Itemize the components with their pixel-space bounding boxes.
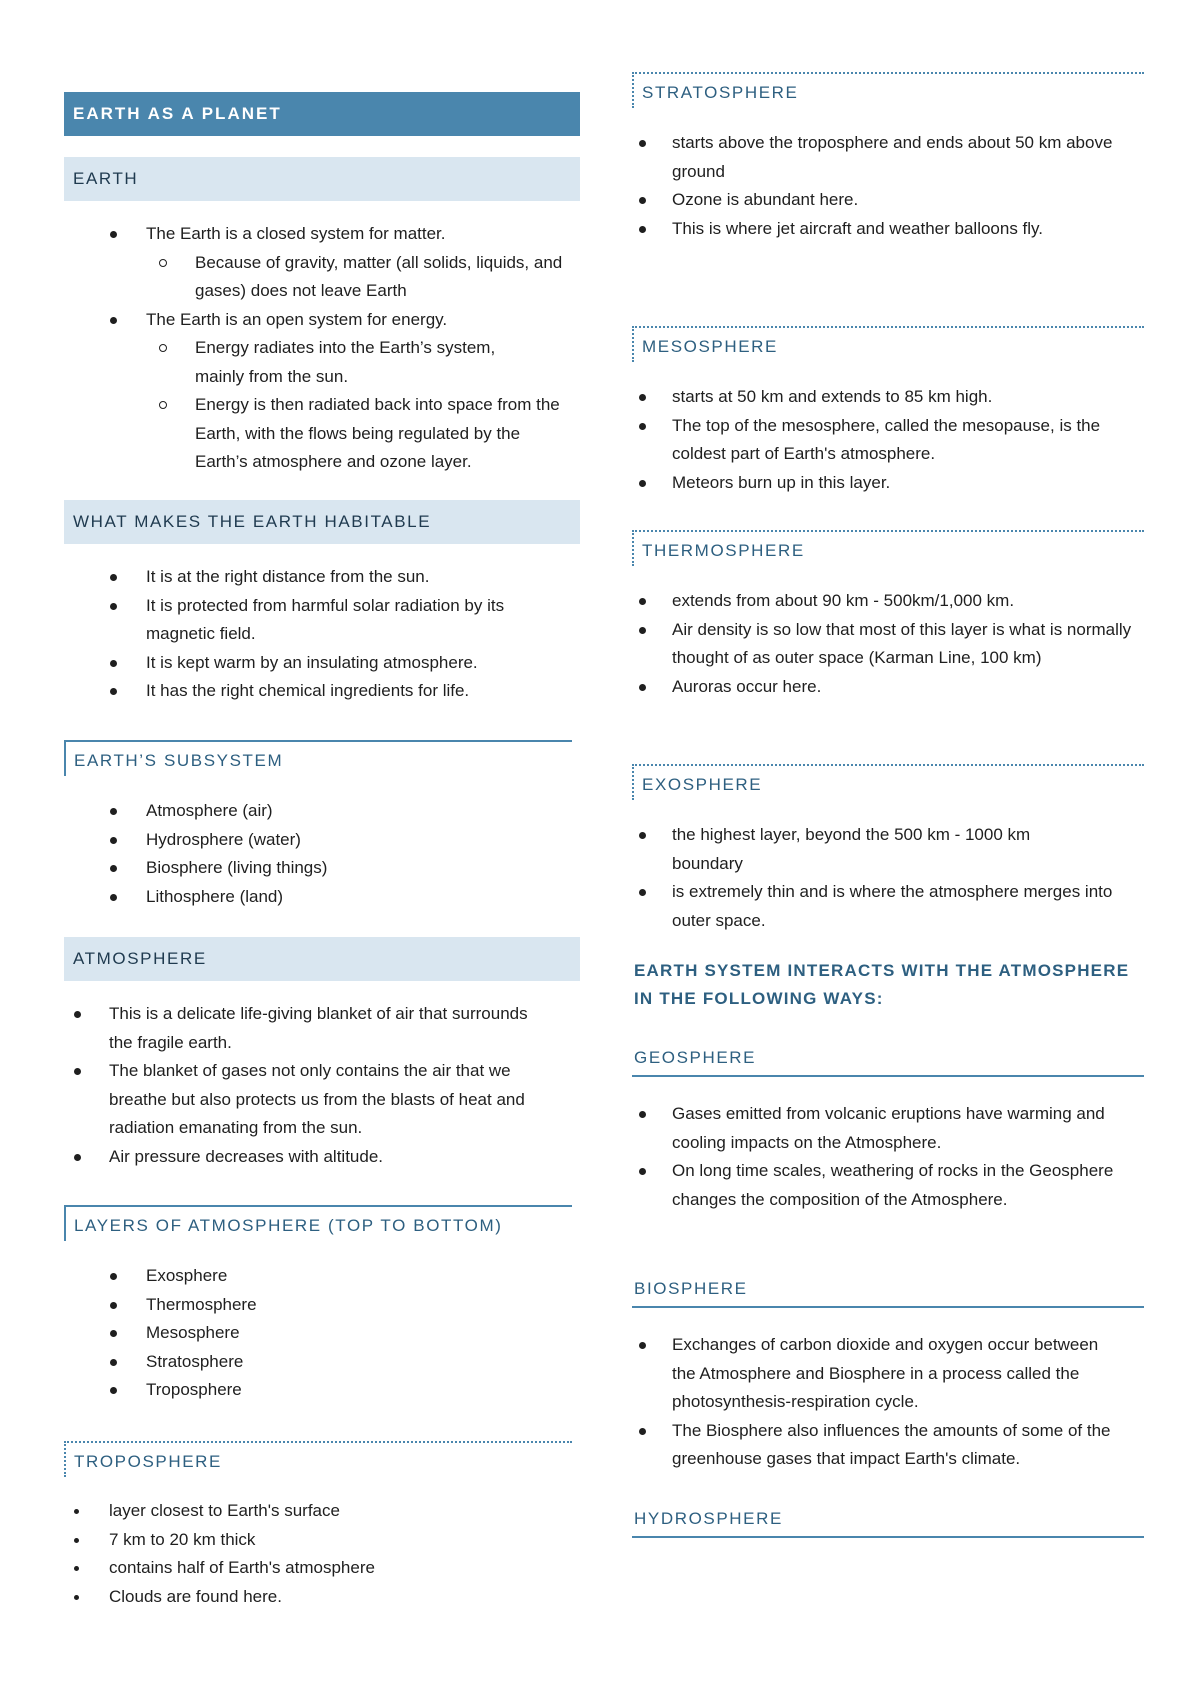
list-item: Air density is so low that most of this layer is what is normally thought of as outer space (Karman Line, 100 km) (632, 616, 1144, 673)
mesosphere-list (632, 383, 1144, 497)
list-item: Energy radiates into the Earth’s system, mainly from the sun. (64, 334, 580, 391)
habitable-list (64, 563, 580, 706)
stratosphere-list (632, 129, 1144, 243)
section-heading-atmosphere: ATMOSPHERE (64, 937, 580, 981)
section-heading-earth: EARTH (64, 157, 580, 201)
list-item: The blanket of gases not only contains the air that we breathe but also protects us from the blasts of heat and radiation emanating from the sun. (64, 1057, 580, 1143)
section-heading-exosphere: EXOSPHERE (632, 764, 1144, 800)
list-item: Mesosphere (64, 1319, 580, 1348)
section-heading-habitable: WHAT MAKES THE EARTH HABITABLE (64, 500, 580, 544)
section-heading-stratosphere: STRATOSPHERE (632, 72, 1144, 108)
section-heading-troposphere: TROPOSPHERE (64, 1441, 572, 1477)
section-heading-mesosphere: MESOSPHERE (632, 326, 1144, 362)
list-item: This is a delicate life-giving blanket of air that surrounds the fragile earth. (64, 1000, 580, 1057)
list-item: Exosphere (64, 1262, 580, 1291)
layers-list (64, 1262, 580, 1405)
atmosphere-list (64, 1000, 580, 1171)
section-heading-subsystem: EARTH’S SUBSYSTEM (64, 740, 572, 776)
list-item: Meteors burn up in this layer. (632, 469, 1144, 498)
list-item: Troposphere (64, 1376, 580, 1405)
list-item: It is kept warm by an insulating atmosphere. (64, 649, 580, 678)
list-item: Energy is then radiated back into space from the Earth, with the flows being regulated by the Earth’s atmosphere and ozone layer. (64, 391, 580, 477)
list-item: It is at the right distance from the sun. (64, 563, 580, 592)
list-item: Because of gravity, matter (all solids, liquids, and gases) does not leave Earth (64, 249, 580, 306)
list-item: starts at 50 km and extends to 85 km high. (632, 383, 1144, 412)
list-item: Lithosphere (land) (64, 883, 580, 912)
section-heading-geosphere: GEOSPHERE (632, 1041, 1144, 1077)
list-item: The top of the mesosphere, called the mesopause, is the coldest part of Earth's atmosphere. (632, 412, 1144, 469)
list-item: Stratosphere (64, 1348, 580, 1377)
section-heading-hydrosphere: HYDROSPHERE (632, 1502, 1144, 1538)
geosphere-list (632, 1100, 1144, 1214)
troposphere-list (64, 1497, 580, 1611)
list-item: Gases emitted from volcanic eruptions have warming and cooling impacts on the Atmosphere. (632, 1100, 1144, 1157)
list-item: Ozone is abundant here. (632, 186, 1144, 215)
list-item: Biosphere (living things) (64, 854, 580, 883)
list-item: Thermosphere (64, 1291, 580, 1320)
list-item: 7 km to 20 km thick (64, 1526, 580, 1555)
list-item: Atmosphere (air) (64, 797, 580, 826)
section-heading-layers: LAYERS OF ATMOSPHERE (TOP TO BOTTOM) (64, 1205, 572, 1241)
biosphere-list (632, 1331, 1144, 1474)
list-item: It is protected from harmful solar radiation by its magnetic field. (64, 592, 580, 649)
interacts-heading: EARTH SYSTEM INTERACTS WITH THE ATMOSPHERE IN THE FOLLOWING WAYS: (634, 961, 1130, 1008)
list-item: The Biosphere also influences the amounts of some of the greenhouse gases that impact Earth's climate. (632, 1417, 1144, 1474)
list-item: Air pressure decreases with altitude. (64, 1143, 580, 1172)
list-item: Clouds are found here. (64, 1583, 580, 1612)
list-item: This is where jet aircraft and weather balloons fly. (632, 215, 1144, 244)
list-item: It has the right chemical ingredients for life. (64, 677, 580, 706)
list-item: is extremely thin and is where the atmosphere merges into outer space. (632, 878, 1144, 935)
subsystem-list (64, 797, 580, 911)
section-heading-thermosphere: THERMOSPHERE (632, 530, 1144, 566)
list-item: starts above the troposphere and ends about 50 km above ground (632, 129, 1144, 186)
list-item: layer closest to Earth's surface (64, 1497, 580, 1526)
list-item: Auroras occur here. (632, 673, 1144, 702)
list-item: the highest layer, beyond the 500 km - 1000 km boundary (632, 821, 1144, 878)
list-item: Hydrosphere (water) (64, 826, 580, 855)
list-item: contains half of Earth's atmosphere (64, 1554, 580, 1583)
list-item: The Earth is a closed system for matter. (64, 220, 580, 249)
earth-list (64, 220, 580, 477)
list-item: extends from about 90 km - 500km/1,000 km. (632, 587, 1144, 616)
exosphere-list (632, 821, 1144, 935)
list-item: The Earth is an open system for energy. (64, 306, 580, 335)
thermosphere-list (632, 587, 1144, 701)
list-item: Exchanges of carbon dioxide and oxygen occur between the Atmosphere and Biosphere in a process called the photosynthesis-respiration cycle. (632, 1331, 1144, 1417)
section-heading-biosphere: BIOSPHERE (632, 1272, 1144, 1308)
page-title: EARTH AS A PLANET (64, 92, 580, 136)
list-item: On long time scales, weathering of rocks in the Geosphere changes the composition of the Atmosphere. (632, 1157, 1144, 1214)
